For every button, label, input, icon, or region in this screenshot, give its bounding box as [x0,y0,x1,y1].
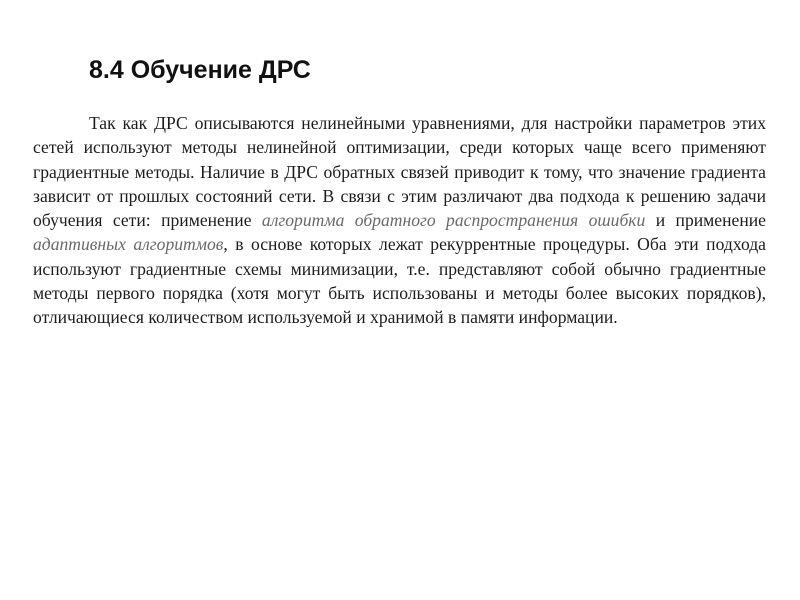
section-title: 8.4 Обучение ДРС [89,56,311,84]
paragraph-text-2: и применение [645,210,766,231]
paragraph-text-1: Так как ДРС описываются нелинейными уравнениями, для настройки параметров этих сетей используют методы нелинейной оптимизации, среди которых чаще всего применяют градиентные методы. Наличие в ДРС обратных связей приводит к тому, что значение градиента зависит от прошлых состояний сети. В связи с этим различают два подхода к решению задачи обучения сети: применение [33,113,766,231]
term-backpropagation: алгоритма обратного распространения ошибки [261,210,646,231]
body-paragraph [33,111,766,330]
term-adaptive-algorithms: адаптивных алгоритмов [33,234,224,255]
paragraph-text-3: , в основе которых лежат рекуррентные процедуры. Оба эти подхода используют градиентные схемы минимизации, т.е. представляют собой обычно градиентные методы первого порядка (хотя могут быть использованы и методы более высоких порядков), отличающиеся количеством используемой и хранимой в памяти информации. [33,234,766,328]
